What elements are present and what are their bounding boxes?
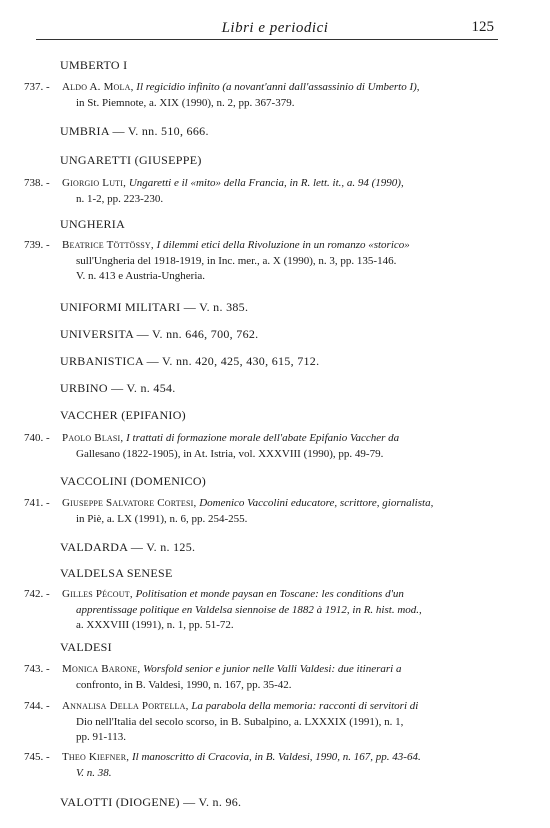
heading-universita: UNIVERSITA — V. nn. 646, 700, 762.: [60, 327, 259, 341]
entry-line-2: n. 1-2, pp. 223-230.: [76, 192, 164, 205]
heading-valdesi: VALDESI: [60, 640, 112, 654]
entry-744: [24, 699, 502, 746]
entry-number: 743. -: [24, 663, 50, 675]
entry-author: Theo Kiefner,: [62, 751, 130, 763]
heading-valdarda: VALDARDA — V. n. 125.: [60, 540, 196, 554]
entry-line-1: Politisation et monde paysan en Toscane: les conditions d'un: [135, 588, 404, 600]
entry-line-2: Dio nell'Italia del secolo scorso, in B. Subalpino, a. LXXXIX (1991), n. 1,: [76, 715, 404, 728]
entry-line-2: apprentissage politique en Valdelsa siennoise de 1882 à 1912, in R. hist. mod.,: [76, 603, 422, 616]
entry-author: Gilles Pécout,: [62, 588, 133, 600]
entry-line-2: sull'Ungheria del 1918-1919, in Inc. mer., a. X (1990), n. 3, pp. 135-146.: [76, 254, 397, 267]
heading-umberto: UMBERTO I: [60, 58, 128, 72]
entry-number: 738. -: [24, 177, 50, 189]
entry-author: Monica Barone,: [62, 663, 141, 675]
entry-line-1: Domenico Vaccolini educatore, scrittore, giornalista,: [199, 497, 434, 509]
entry-author: Annalisa Della Portella,: [62, 700, 189, 712]
entry-line-2: in St. Piemnote, a. XIX (1990), n. 2, pp. 367-379.: [76, 96, 295, 109]
page-number: 125: [471, 19, 494, 35]
entry-740: [24, 431, 502, 462]
entry-line-1: I dilemmi etici della Rivoluzione in un romanzo «storico»: [156, 239, 410, 251]
heading-ungheria: UNGHERIA: [60, 217, 126, 231]
entry-line-2: confronto, in B. Valdesi, 1990, n. 167, pp. 35-42.: [76, 678, 292, 691]
entry-line-1: Il regicidio infinito (a novant'anni dall'assassinio di Umberto I),: [136, 81, 420, 93]
entry-line-1: La parabola della memoria: racconti di servitori di: [191, 700, 419, 712]
entry-line-3: V. n. 413 e Austria-Ungheria.: [76, 270, 206, 282]
heading-valotti: VALOTTI (DIOGENE) — V. n. 96.: [60, 795, 242, 809]
entry-743: [24, 662, 502, 693]
heading-ungaretti: UNGARETTI (GIUSEPPE): [60, 153, 202, 167]
entry-line-2: in Piè, a. LX (1991), n. 6, pp. 254-255.: [76, 512, 248, 525]
heading-valdelsa: VALDELSA SENESE: [60, 566, 173, 580]
entry-number: 737. -: [24, 81, 50, 93]
entry-number: 745. -: [24, 751, 50, 763]
entry-741: [24, 496, 502, 527]
entry-line-3: a. XXXVIII (1991), n. 1, pp. 51-72.: [76, 619, 234, 631]
heading-urbanistica: URBANISTICA — V. nn. 420, 425, 430, 615, 712.: [60, 354, 320, 368]
entry-author: Giorgio Luti,: [62, 177, 127, 189]
entry-line-1: Ungaretti e il «mito» della Francia, in R. lett. it., a. 94 (1990),: [128, 177, 404, 189]
entry-737: [24, 80, 502, 111]
entry-number: 742. -: [24, 588, 50, 600]
entry-739: [24, 238, 502, 285]
heading-umbria: UMBRIA — V. nn. 510, 666.: [60, 124, 209, 138]
entry-author: Paolo Blasi,: [62, 432, 124, 444]
heading-urbino: URBINO — V. n. 454.: [60, 381, 176, 395]
entry-author: Aldo A. Mola,: [62, 81, 134, 93]
heading-vaccolini: VACCOLINI (DOMENICO): [60, 474, 207, 488]
entry-number: 744. -: [24, 700, 50, 712]
entry-number: 740. -: [24, 432, 50, 444]
entry-number: 741. -: [24, 497, 50, 509]
entry-line-3: pp. 91-113.: [76, 731, 127, 743]
entry-line-2: V. n. 38.: [76, 766, 112, 779]
heading-uniformi: UNIFORMI MILITARI — V. n. 385.: [60, 300, 249, 314]
entry-line-2: Gallesano (1822-1905), in At. Istria, vol. XXXVIII (1990), pp. 49-79.: [76, 447, 384, 460]
entry-742: [24, 587, 502, 634]
heading-vaccher: VACCHER (EPIFANIO): [60, 408, 186, 422]
entry-author: Giuseppe Salvatore Cortesi,: [62, 497, 197, 509]
entry-738: [24, 176, 502, 207]
entry-author: Beatrice Töttössy,: [62, 239, 154, 251]
entry-number: 739. -: [24, 239, 50, 251]
entry-line-1: Il manoscritto di Cracovia, in B. Valdesi, 1990, n. 167, pp. 43-64.: [131, 751, 421, 763]
header-rule: [36, 39, 498, 40]
running-title: Libri e periodici: [221, 20, 329, 36]
entry-line-1: Worsfold senior e junior nelle Valli Valdesi: due itinerari a: [143, 663, 402, 675]
entry-745: [24, 750, 502, 781]
entry-line-1: I trattati di formazione morale dell'abate Epifanio Vaccher da: [126, 432, 400, 444]
